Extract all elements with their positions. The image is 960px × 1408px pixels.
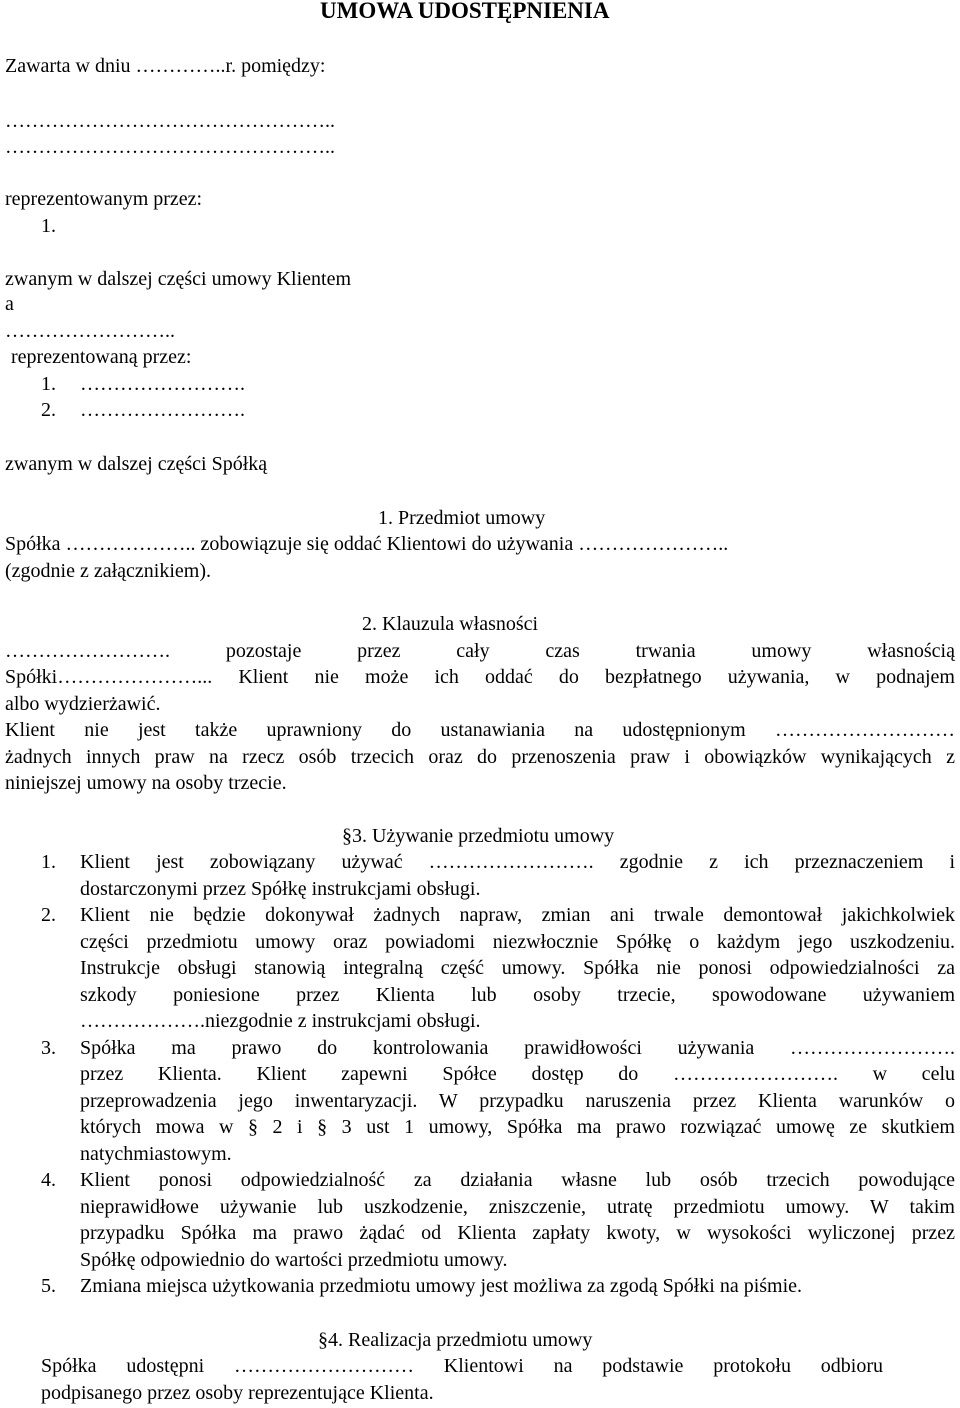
section-3-item-text: Klient nie będzie dokonywał żadnych napraw, zmian ani trwale demontował jakichkolwiek: [80, 904, 955, 926]
intro-blank-line: …………………………………………..: [5, 110, 335, 132]
section-3-item-text: Klient ponosi odpowiedzialność za działania własne lub osób trzecich powodujące: [80, 1169, 955, 1191]
section-3-item-text: dostarczonymi przez Spółkę instrukcjami obsługi.: [80, 878, 481, 900]
section-4-heading: §4. Realizacja przedmiotu umowy: [318, 1329, 593, 1351]
section-3-item-text: nieprawidłowe używanie lub uszkodzenie, zniszczenie, utratę przedmiotu umowy. W takim: [80, 1196, 955, 1218]
section-2-text: albo wydzierżawić.: [5, 693, 161, 715]
section-1-heading: 1. Przedmiot umowy: [378, 507, 546, 529]
section-3-item-text: części przedmiotu umowy oraz powiadomi niezwłocznie Spółkę o każdym jego uszkodzeniu.: [80, 931, 955, 953]
section-2-text: ……………………. pozostaje przez cały czas trwania umowy własnością: [5, 640, 955, 662]
section-3-heading: §3. Używanie przedmiotu umowy: [342, 825, 615, 847]
section-3-item-text: Spółka ma prawo do kontrolowania prawidłowości używania …………………….: [80, 1037, 955, 1059]
section-2-text: niniejszej umowy na osoby trzecie.: [5, 772, 287, 794]
section-3-item-text: których mowa w § 2 i § 3 ust 1 umowy, Spółka ma prawo rozwiązać umowę ze skutkiem: [80, 1116, 955, 1138]
intro-rep-item-num: 1.: [41, 373, 56, 395]
document-title: UMOWA UDOSTĘPNIENIA: [320, 0, 610, 23]
section-4-text: Spółka udostępni ……………………… Klientowi na podstawie protokołu odbioru: [41, 1355, 883, 1377]
section-3-item-text: Zmiana miejsca użytkowania przedmiotu umowy jest możliwa za zgodą Spółki na piśmie.: [80, 1275, 803, 1297]
section-3-item-text: Instrukcje obsługi stanowią integralną część umowy. Spółka nie ponosi odpowiedzialności za: [80, 957, 955, 979]
section-2-text: żadnych innych praw na rzecz osób trzecich oraz do przenoszenia praw i obowiązków wynikających z: [5, 746, 955, 768]
section-1-text: Spółka ……………….. zobowiązuje się oddać Klientowi do używania …………………..: [5, 533, 729, 555]
section-3-item-number: 1.: [41, 851, 56, 873]
section-3-item-text: szkody poniesione przez Klienta lub osoby trzecie, spowodowane używaniem: [80, 984, 955, 1006]
intro-blank-line: …………………………………………..: [5, 136, 335, 158]
intro-represented-by: reprezentowaną przez:: [11, 346, 192, 368]
section-2-heading: 2. Klauzula własności: [362, 613, 539, 635]
section-3-item-number: 3.: [41, 1037, 56, 1059]
intro-rep-item-num: 2.: [41, 399, 56, 421]
section-3-item-text: przeprowadzenia jego inwentaryzacji. W przypadku naruszenia przez Klienta warunków o: [80, 1090, 955, 1112]
section-3-item-text: Spółkę odpowiednio do wartości przedmiotu umowy.: [80, 1249, 508, 1271]
section-3-item-text: przypadku Spółka ma prawo żądać od Klienta zapłaty kwoty, w wysokości wyliczonej przez: [80, 1222, 955, 1244]
intro-date-line: Zawarta w dniu …………..r. pomiędzy:: [5, 55, 326, 77]
intro-rep-item: 1.: [41, 215, 56, 237]
section-3-item-text: natychmiastowym.: [80, 1143, 232, 1165]
section-3-item-text: przez Klienta. Klient zapewni Spółce dostęp do ……………………. w celu: [80, 1063, 955, 1085]
section-3-item-number: 2.: [41, 904, 56, 926]
intro-company-def: zwanym w dalszej części Spółką: [5, 453, 268, 475]
section-4-text: podpisanego przez osoby reprezentujące Klienta.: [41, 1382, 434, 1404]
intro-client-def: zwanym w dalszej części umowy Klientem: [5, 268, 351, 290]
section-3-item-text: Klient jest zobowiązany używać ……………………. zgodnie z ich przeznaczeniem i: [80, 851, 955, 873]
section-2-text: Spółki…………………... Klient nie może ich oddać do bezpłatnego używania, w podnajem: [5, 666, 955, 688]
intro-rep-item-blank: …………………….: [80, 373, 245, 395]
intro-rep-item-blank: …………………….: [80, 399, 245, 421]
intro-and: a: [5, 293, 14, 315]
section-2-text: Klient nie jest także uprawniony do ustanawiania na udostępnionym ………………………: [5, 719, 955, 741]
intro-represented-by: reprezentowanym przez:: [5, 188, 203, 210]
intro-blank-line: ……………………..: [5, 320, 175, 342]
section-3-item-text: ……………….niezgodnie z instrukcjami obsługi.: [80, 1010, 481, 1032]
section-3-item-number: 4.: [41, 1169, 56, 1191]
section-1-text: (zgodnie z załącznikiem).: [5, 560, 211, 582]
section-3-item-number: 5.: [41, 1275, 56, 1297]
